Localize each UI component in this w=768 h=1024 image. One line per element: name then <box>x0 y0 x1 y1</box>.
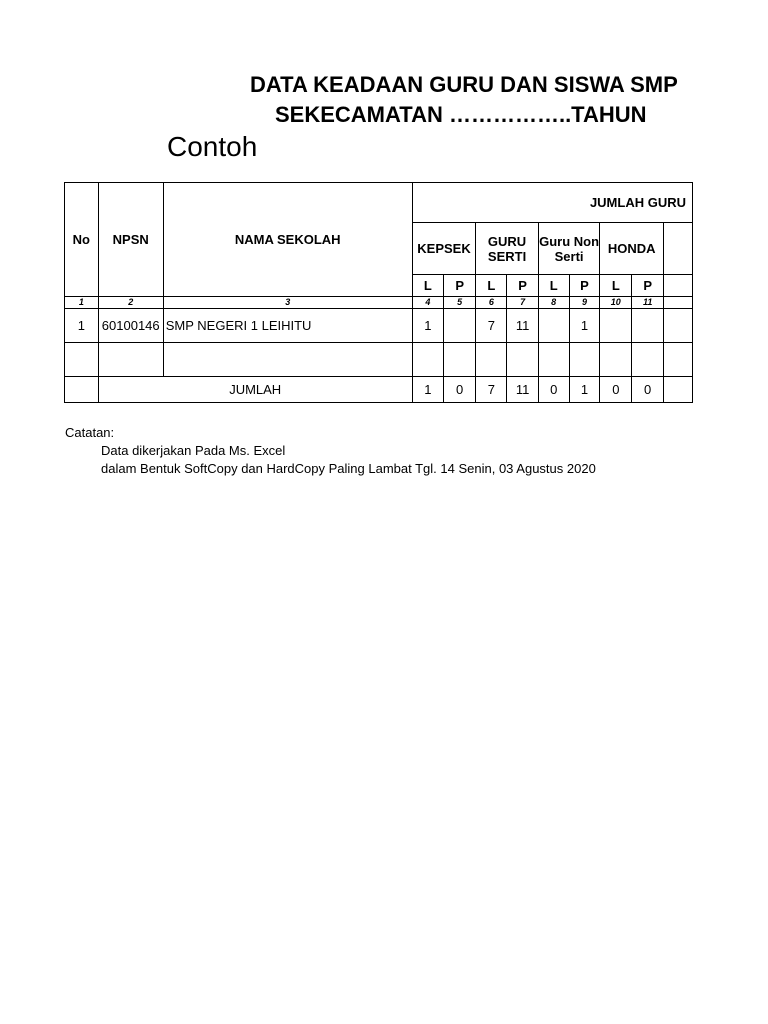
notes-line-1: Data dikerjakan Pada Ms. Excel <box>101 443 286 458</box>
document-title-line-1: DATA KEADAAN GURU DAN SISWA SMP <box>250 72 678 97</box>
total-value: 1 <box>569 377 600 403</box>
notes <box>65 424 596 478</box>
header-kepsek-p: P <box>444 275 476 297</box>
cell-nama-sekolah <box>163 343 412 377</box>
header-honda-l: L <box>600 275 632 297</box>
cell-value: 7 <box>476 309 507 343</box>
total-no-cell <box>65 377 99 403</box>
data-table <box>64 182 693 403</box>
column-number: 7 <box>507 297 538 309</box>
column-number-extra <box>664 297 693 309</box>
column-number: 6 <box>476 297 507 309</box>
header-nonserti-l: L <box>538 275 569 297</box>
total-value: 7 <box>476 377 507 403</box>
header-npsn: NPSN <box>98 183 163 297</box>
cell-value <box>507 343 538 377</box>
header-jumlah-guru: JUMLAH GURU <box>412 183 692 223</box>
column-number: 11 <box>632 297 664 309</box>
column-number: 8 <box>538 297 569 309</box>
header-no: No <box>65 183 99 297</box>
header-kepsek: KEPSEK <box>412 223 476 275</box>
column-number: 2 <box>98 297 163 309</box>
cell-value <box>476 343 507 377</box>
total-row <box>65 377 693 403</box>
header-honda-p: P <box>632 275 664 297</box>
cell-value <box>600 309 632 343</box>
total-value: 0 <box>444 377 476 403</box>
header-guru-non-serti: Guru Non Serti <box>538 223 600 275</box>
header-extra <box>664 223 693 275</box>
cell-value: 1 <box>412 309 443 343</box>
total-value: 0 <box>600 377 632 403</box>
cell-value <box>600 343 632 377</box>
total-label: JUMLAH <box>98 377 412 403</box>
column-number: 4 <box>412 297 443 309</box>
cell-npsn <box>98 343 163 377</box>
document-subtitle: Contoh <box>167 131 258 162</box>
notes-line-2: dalam Bentuk SoftCopy dan HardCopy Paling Lambat Tgl. 14 Senin, 03 Agustus 2020 <box>101 461 596 476</box>
header-guru-serti: GURU SERTI <box>476 223 539 275</box>
cell-value <box>444 309 476 343</box>
cell-value <box>569 343 600 377</box>
cell-value <box>538 309 569 343</box>
cell-value <box>664 343 693 377</box>
header-serti-l: L <box>476 275 507 297</box>
cell-value: 1 <box>569 309 600 343</box>
total-value: 0 <box>632 377 664 403</box>
cell-value <box>538 343 569 377</box>
total-value: 0 <box>538 377 569 403</box>
notes-heading: Catatan: <box>65 425 115 440</box>
header-honda: HONDA <box>600 223 664 275</box>
cell-value <box>632 343 664 377</box>
cell-npsn: 60100146 <box>98 309 163 343</box>
cell-value: 11 <box>507 309 538 343</box>
column-number: 10 <box>600 297 632 309</box>
total-value: 1 <box>412 377 443 403</box>
table-row <box>65 343 693 377</box>
cell-no: 1 <box>65 309 99 343</box>
cell-nama-sekolah: SMP NEGERI 1 LEIHITU <box>163 309 412 343</box>
table-row <box>65 309 693 343</box>
header-kepsek-l: L <box>412 275 443 297</box>
total-value: 11 <box>507 377 538 403</box>
header-serti-p: P <box>507 275 538 297</box>
header-nama-sekolah: NAMA SEKOLAH <box>163 183 412 297</box>
cell-no <box>65 343 99 377</box>
total-value <box>664 377 693 403</box>
cell-value <box>412 343 443 377</box>
header-extra-sub <box>664 275 693 297</box>
column-number: 3 <box>163 297 412 309</box>
cell-value <box>664 309 693 343</box>
sheet-viewport <box>0 0 693 420</box>
column-number: 9 <box>569 297 600 309</box>
cell-value <box>632 309 664 343</box>
column-number: 5 <box>444 297 476 309</box>
cell-value <box>444 343 476 377</box>
document-title-line-2: SEKECAMATAN ……………..TAHUN <box>275 102 647 127</box>
header-nonserti-p: P <box>569 275 600 297</box>
column-number: 1 <box>65 297 99 309</box>
